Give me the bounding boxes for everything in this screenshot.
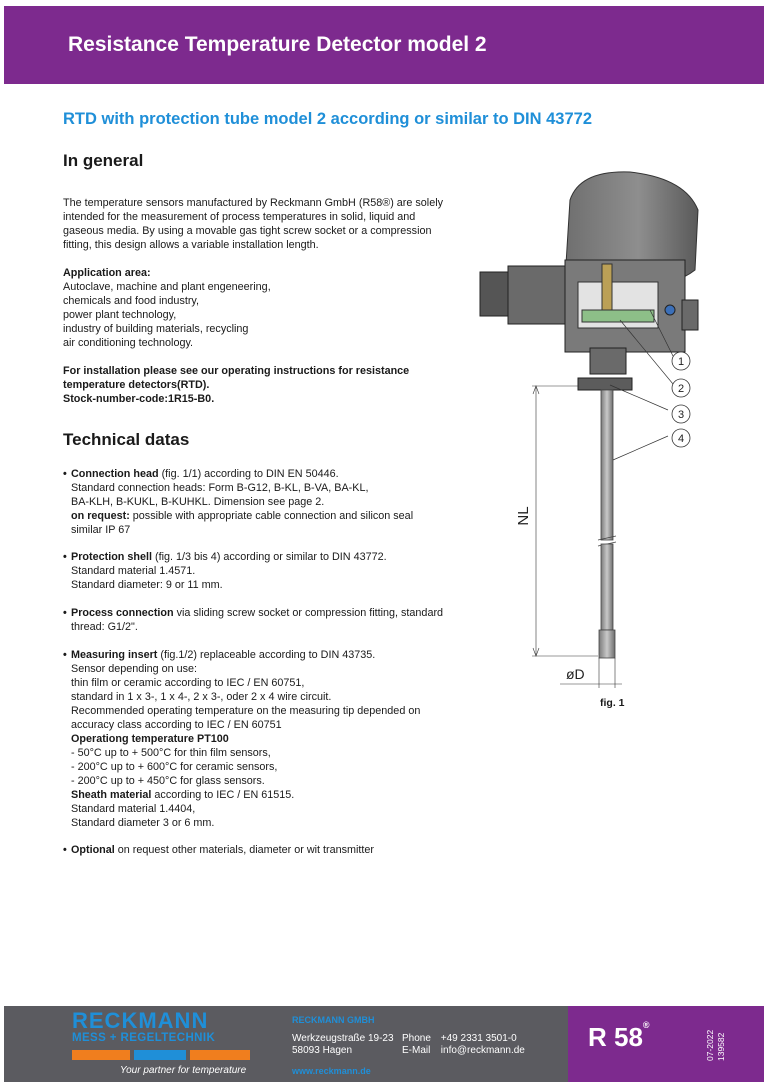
document-number: 139582: [716, 1032, 726, 1061]
section-heading-general: In general: [63, 151, 144, 170]
page-title: Resistance Temperature Detector model 2: [68, 33, 487, 56]
screw-socket: [578, 378, 632, 390]
address-street: Werkzeugstraße 19-23: [292, 1033, 394, 1044]
bullet-text: Standard material 1.4404,: [71, 803, 196, 815]
bullet-text: according to IEC / EN 61515.: [151, 789, 295, 801]
bullet-dot: •: [63, 468, 67, 480]
brand-stripes: [72, 1050, 250, 1060]
bullet-text: (fig. 1/1) according to DIN EN 50446.: [158, 468, 339, 480]
callout-2: [672, 379, 690, 397]
document-date: 07-2022: [705, 1029, 715, 1061]
rtd-technical-drawing: [470, 160, 710, 700]
brand-tagline: Your partner for temperature: [120, 1065, 247, 1076]
general-intro: [63, 196, 443, 252]
bullet-text: similar IP 67: [71, 524, 131, 536]
svg-text:1: 1: [677, 356, 685, 368]
bullet-sublabel: on request:: [71, 510, 130, 522]
bullet-text: - 200°C up to + 450°C for glass sensors.: [71, 775, 265, 787]
application-line: power plant technology,: [63, 309, 177, 321]
bullet-label: Measuring insert: [71, 649, 158, 661]
bullet-text: accuracy class according to IEC / EN 60751: [71, 719, 282, 731]
brand-name: RECKMANN: [72, 1008, 209, 1033]
bullet-label: Connection head: [71, 468, 159, 480]
application-label: Application area:: [63, 267, 151, 279]
document-meta: [705, 1021, 755, 1065]
bullet-label: Protection shell: [71, 551, 152, 563]
r58-text: R 58: [588, 1022, 643, 1052]
temperature-heading: Operationg temperature PT100: [71, 733, 229, 745]
bullet-text: possible with appropriate cable connection and silicon seal: [129, 510, 414, 522]
bullet-text: Standard material 1.4571.: [71, 565, 196, 577]
bullet-measuring-insert: [63, 648, 420, 830]
bullet-sublabel: Sheath material: [71, 789, 152, 801]
figure-caption: fig. 1: [600, 697, 625, 709]
install-line: For installation please see our operating instructions for resistance: [63, 365, 410, 377]
company-address: [292, 1033, 394, 1057]
bullet-dot: •: [63, 649, 67, 661]
bullet-dot: •: [63, 844, 67, 856]
install-line: temperature detectors(RTD).: [63, 379, 210, 391]
section-heading-technical: Technical datas: [63, 430, 190, 449]
bullet-dot: •: [63, 551, 67, 563]
intro-line: intended for the measurement of process temperatures in solid, liquid and: [63, 211, 416, 223]
callout-1: [672, 352, 690, 370]
bullet-text: Standard connection heads: Form B-G12, B-KL, B-VA, BA-KL,: [71, 482, 369, 494]
intro-line: fitting, this design allows a variable installation length.: [63, 239, 319, 251]
email-address[interactable]: info@reckmann.de: [440, 1045, 525, 1056]
nl-label: NL: [515, 506, 532, 526]
bullet-text: Standard diameter 3 or 6 mm.: [71, 817, 215, 829]
application-line: air conditioning technology.: [63, 337, 194, 349]
phone-label: Phone: [402, 1033, 431, 1044]
website-link[interactable]: www.reckmann.de: [292, 1066, 371, 1076]
callout-4: [672, 429, 690, 447]
svg-text:3: 3: [677, 409, 685, 421]
company-contact: [402, 1033, 525, 1057]
application-line: chemicals and food industry,: [63, 295, 200, 307]
bullet-text: thin film or ceramic according to IEC / EN 60751,: [71, 677, 305, 689]
intro-line: gaseous media. By using a movable gas tight screw socket or a compression: [63, 225, 432, 237]
svg-text:4: 4: [677, 433, 685, 445]
bullet-text: thread: G1/2".: [71, 621, 138, 633]
application-line: industry of building materials, recycling: [63, 323, 249, 335]
bullet-dot: •: [63, 607, 67, 619]
email-label: E-Mail: [402, 1045, 431, 1056]
bullet-protection-shell: [63, 550, 387, 592]
bullet-text: Sensor depending on use:: [71, 663, 198, 675]
bullet-label: Process connection: [71, 607, 174, 619]
tube-tip: [599, 630, 615, 658]
svg-text:2: 2: [677, 383, 685, 395]
phone-number: +49 2331 3501-0: [440, 1033, 517, 1044]
bullet-text: via sliding screw socket or compression fitting, standard: [173, 607, 444, 619]
protection-tube: [601, 390, 613, 540]
bullet-text: Recommended operating temperature on the measuring tip depended on: [71, 705, 421, 717]
brand-logo: [72, 1010, 250, 1045]
installation-note: [63, 364, 409, 406]
head-neck: [590, 348, 626, 374]
application-line: Autoclave, machine and plant engeneering,: [63, 281, 271, 293]
callout-3: [672, 405, 690, 423]
bullet-text: Standard diameter: 9 or 11 mm.: [71, 579, 223, 591]
bullet-optional: [63, 843, 374, 857]
bullet-text: (fig. 1/3 bis 4) according or similar to DIN 43772.: [152, 551, 387, 563]
bullet-label: Optional: [71, 844, 115, 856]
bullet-text: - 50°C up to + 500°C for thin film sensors,: [71, 747, 271, 759]
bullet-text: (fig.1/2) replaceable according to DIN 43735.: [157, 649, 376, 661]
bullet-text: BA-KLH, B-KUKL, B-KUHKL. Dimension see page 2.: [71, 496, 325, 508]
company-name: RECKMANN GMBH: [292, 1015, 375, 1025]
cable-gland: [480, 272, 510, 316]
address-city: 58093 Hagen: [292, 1045, 353, 1056]
application-area: [63, 266, 271, 350]
bullet-process-connection: [63, 606, 443, 634]
bullet-text: standard in 1 x 3-, 1 x 4-, 2 x 3-, oder 2 x 4 wire circuit.: [71, 691, 332, 703]
bullet-connection-head: [63, 467, 413, 537]
intro-line: The temperature sensors manufactured by Reckmann GmbH (R58®) are solely: [63, 197, 444, 209]
install-line: Stock-number-code:1R15-B0.: [63, 393, 215, 405]
registered-symbol: ®: [642, 1020, 650, 1030]
r58-mark: [588, 1022, 650, 1053]
document-subtitle: RTD with protection tube model 2 according or similar to DIN 43772: [63, 110, 593, 128]
bullet-text: on request other materials, diameter or wit transmitter: [114, 844, 375, 856]
brand-subtitle: MESS + REGELTECHNIK: [72, 1032, 216, 1044]
od-label: øD: [566, 666, 585, 682]
bullet-text: - 200°C up to + 600°C for ceramic sensors,: [71, 761, 278, 773]
